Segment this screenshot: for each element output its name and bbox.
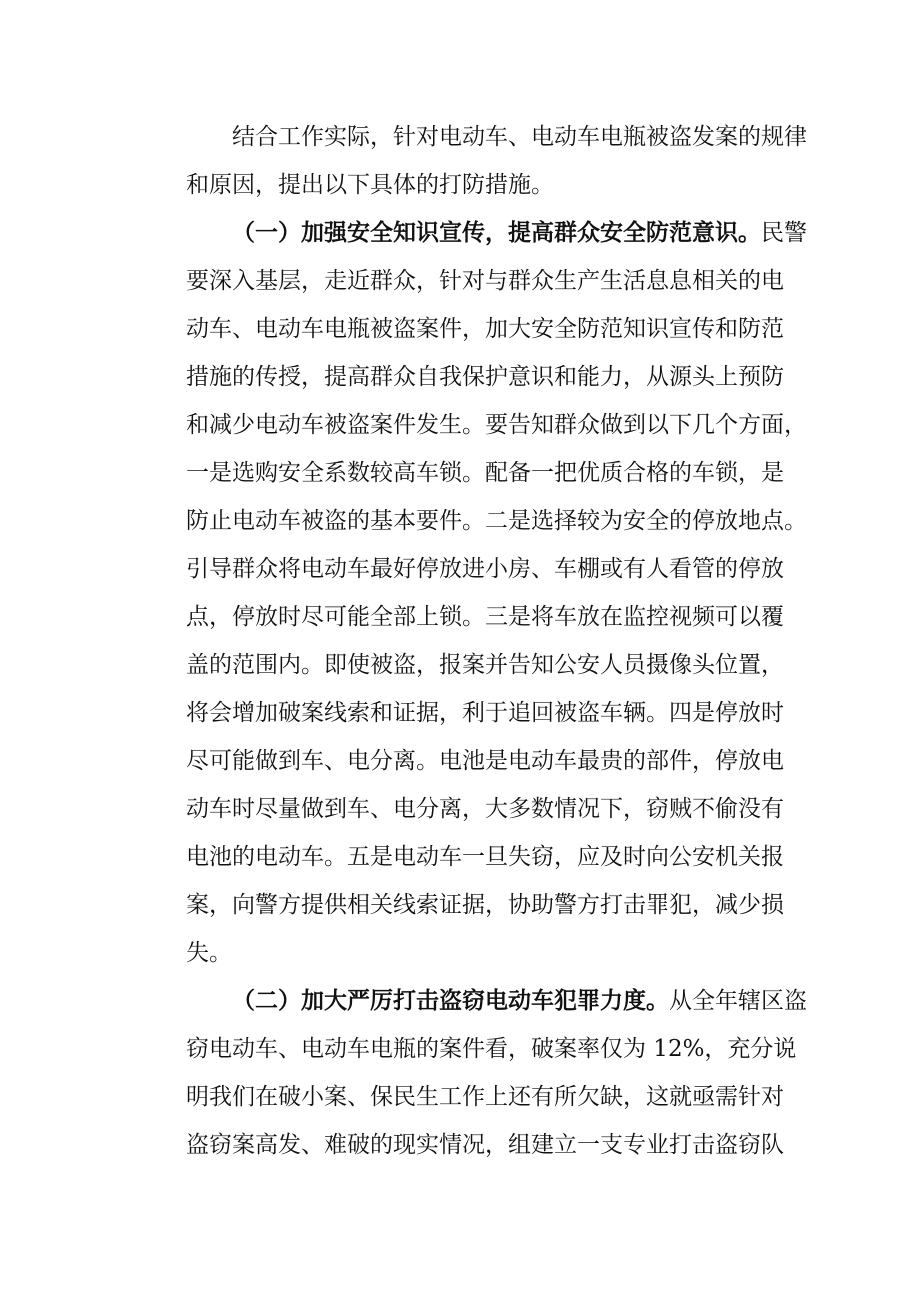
section-2-heading: （二）加大严厉打击盗窃电动车犯罪力度。 bbox=[232, 988, 669, 1014]
paragraph-section-2 bbox=[140, 977, 807, 1169]
paragraph-section-1 bbox=[140, 209, 807, 977]
document-body bbox=[140, 113, 807, 1169]
text-line: 窃电动车、电动车电瓶的案件看，破案率仅为 12%，充分说 bbox=[186, 1036, 797, 1062]
text-line: 盖的范围内。即使被盗，报案并告知公安人员摄像头位置， bbox=[186, 652, 784, 678]
text-line: 将会增加破案线索和证据，利于追回被盗车辆。四是停放时 bbox=[186, 700, 784, 726]
text-line: 明我们在破小案、保民生工作上还有所欠缺，这就亟需针对 bbox=[186, 1084, 784, 1110]
paragraph-intro bbox=[140, 113, 807, 209]
section-2-first-line-rest: 从全年辖区盗 bbox=[669, 988, 807, 1014]
text-line: 一是选购安全系数较高车锁。配备一把优质合格的车锁，是 bbox=[186, 460, 784, 486]
section-2-first-line bbox=[140, 977, 807, 1025]
text-line: 要深入基层，走近群众，针对与群众生产生活息息相关的电 bbox=[186, 268, 784, 294]
text-line: 和减少电动车被盗案件发生。要告知群众做到以下几个方面， bbox=[186, 412, 807, 438]
text-line: 结合工作实际，针对电动车、电动车电瓶被盗发案的规律 bbox=[232, 124, 807, 150]
section-1-first-line bbox=[140, 209, 807, 257]
section-1-heading: （一）加强安全知识宣传，提高群众安全防范意识。 bbox=[232, 220, 761, 246]
text-line: 动车时尽量做到车、电分离，大多数情况下，窃贼不偷没有 bbox=[186, 796, 784, 822]
text-line: 电池的电动车。五是电动车一旦失窃，应及时向公安机关报 bbox=[186, 844, 784, 870]
text-line: 引导群众将电动车最好停放进小房、车棚或有人看管的停放 bbox=[186, 556, 784, 582]
section-1-first-line-rest: 民警 bbox=[761, 220, 807, 246]
text-line: 盗窃案高发、难破的现实情况，组建立一支专业打击盗窃队 bbox=[186, 1132, 784, 1158]
text-line: 措施的传授，提高群众自我保护意识和能力，从源头上预防 bbox=[186, 364, 784, 390]
text-line: 防止电动车被盗的基本要件。二是选择较为安全的停放地点。 bbox=[186, 508, 807, 534]
text-line: 点，停放时尽可能全部上锁。三是将车放在监控视频可以覆 bbox=[186, 604, 784, 630]
text-line: 失。 bbox=[186, 940, 232, 966]
text-line: 案，向警方提供相关线索证据，协助警方打击罪犯，减少损 bbox=[186, 892, 784, 918]
text-line: 动车、电动车电瓶被盗案件，加大安全防范知识宣传和防范 bbox=[186, 316, 784, 342]
text-line: 尽可能做到车、电分离。电池是电动车最贵的部件，停放电 bbox=[186, 748, 784, 774]
text-line: 和原因，提出以下具体的打防措施。 bbox=[186, 172, 554, 198]
